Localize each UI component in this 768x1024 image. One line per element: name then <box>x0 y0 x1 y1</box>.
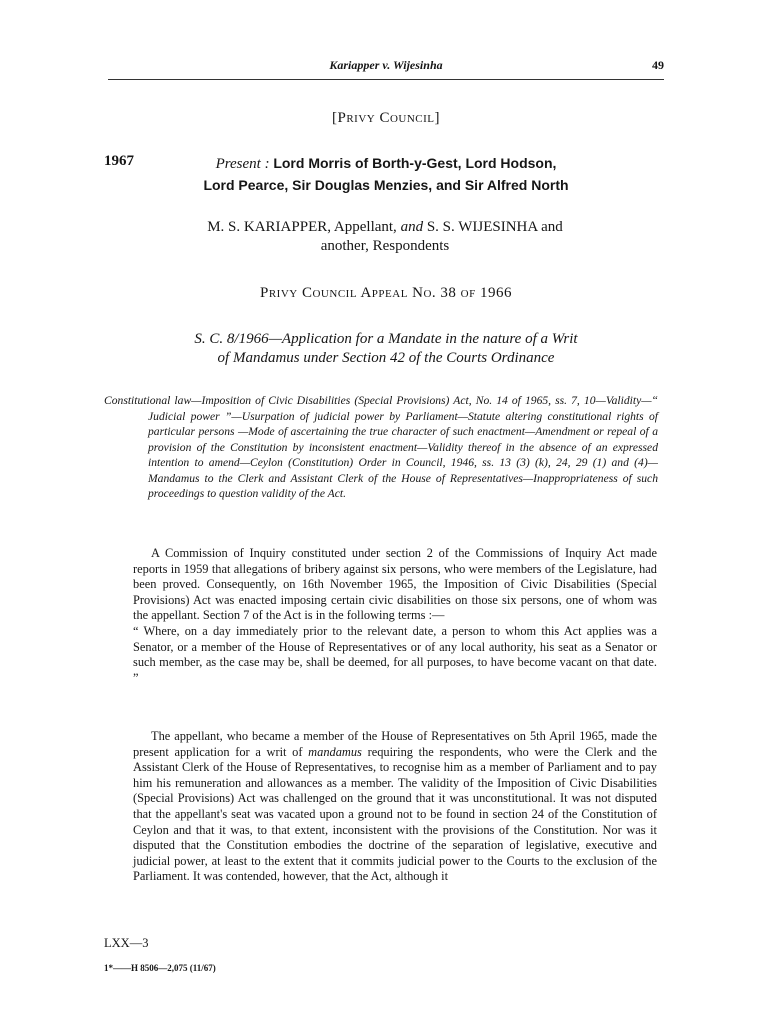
section-7-quote: “ Where, on a day immediately prior to the relevant date, a person to whom this Act applies was a Senator, or a member of the House of Representatives or of any local authority, his seat as a Senator or such member, as the case may be, shall be deemed, for all purposes, to have become vacant on that date. ” <box>133 623 657 685</box>
bench-names-line-2: Lord Pearce, Sir Douglas Menzies, and Sir Alfred North <box>203 177 569 193</box>
present-label: Present : <box>215 156 270 172</box>
printer-line: 1*——H 8506—2,075 (11/67) <box>104 963 216 973</box>
paragraph-1 <box>133 546 657 686</box>
case-year: 1967 <box>104 153 134 169</box>
header-rule <box>108 79 664 80</box>
running-title: Kariapper v. Wijesinha <box>329 58 443 72</box>
headnote-catchwords: Constitutional law—Imposition of Civic Disabilities (Special Provisions) Act, No. 14 of 1965, ss. 7, 10—Validity—“ Judicial power ”—Usurpation of judicial power by Parliament—Statute altering constitutional rights of particular persons —Mode of ascertaining the true character of such enactment—Amendment or repeal of a provision of the Constitution by inconsistent enactment—Validity thereof in the absence of an expressed intention to amend—Ceylon (Constitution) Order in Council, 1946, ss. 13 (3) (k), 24, 29 (1) and (4)—Mandamus to the Clerk and Assistant Clerk of the House of Representatives—Inappropriateness of such proceedings to question validity of the Act. <box>104 394 658 500</box>
application-title <box>120 330 652 368</box>
appeal-number: Privy Council Appeal No. 38 of 1966 <box>260 285 512 301</box>
appellant: M. S. KARIAPPER, Appellant, <box>207 219 397 235</box>
parties <box>130 218 640 256</box>
respondents-line-2: another, Respondents <box>320 238 450 254</box>
bench-present <box>108 153 664 197</box>
paragraph-2-italic: mandamus <box>308 744 362 759</box>
parties-and: and <box>400 219 424 235</box>
signature-mark: LXX—3 <box>104 936 149 950</box>
paragraph-2-text-b: requiring the respondents, who were the Clerk and the Assistant Clerk of the House of Representatives, to recognise him as a member of Parliament and to pay him his remuneration and allowances as a member. The validity of the Imposition of Civic Disabilities (Special Provisions) Act was challenged on the ground that it was unconstitutional. It was not disputed that the appellant's seat was vacated upon a ground not to be found in section 24 of the Constitution of Ceylon and that it was, to that extent, inconsistent with the provisions of the Constitution. Nor was it disputed that the Constitution embodies the doctrine of the separation of legislative, executive and judicial power, at least to the extent that it commits judicial power to the Courts to the exclusion of the Parliament. It was contended, however, that the Act, although it <box>133 744 657 884</box>
paragraph-1-text: A Commission of Inquiry constituted under section 2 of the Commissions of Inquiry Act made reports in 1959 that allegations of bribery against six persons, who were members of the Legislature, had been proved. Consequently, on 16th November 1965, the Imposition of Civic Disabilities (Special Provisions) Act was enacted imposing certain civic disabilities on those six persons, one of whom was the appellant. Section 7 of the Act is in the following terms :— <box>133 546 657 623</box>
application-line-2: of Mandamus under Section 42 of the Courts Ordinance <box>217 350 555 366</box>
court-heading: [Privy Council] <box>331 110 441 126</box>
paragraph-2 <box>133 729 657 885</box>
application-line-1: S. C. 8/1966—Application for a Mandate in the nature of a Writ <box>194 331 578 347</box>
bench-names-line-1: Lord Morris of Borth-y-Gest, Lord Hodson, <box>273 155 557 171</box>
paragraph-2-text-a: The appellant, who became a member of the House of Representatives on 5th April 1965, made the present application for a writ of <box>133 729 657 759</box>
page-number: 49 <box>652 58 664 72</box>
respondents-line-1: S. S. WIJESINHA and <box>426 219 563 235</box>
